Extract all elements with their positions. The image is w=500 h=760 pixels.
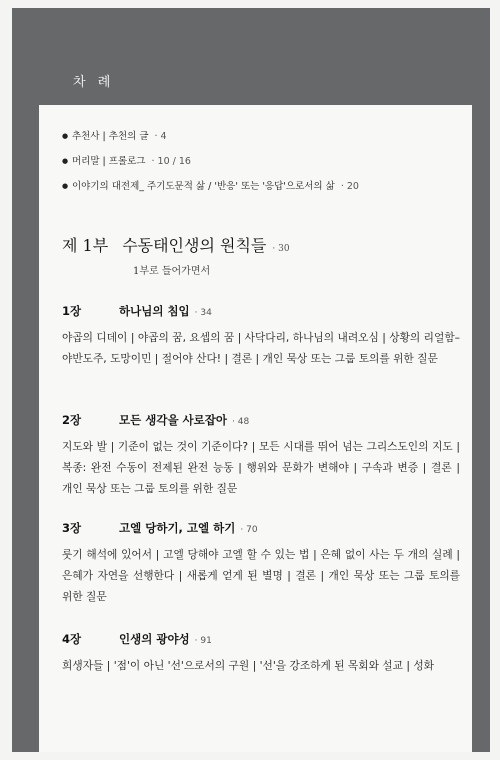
bullet-icon: ● (62, 157, 69, 165)
bullet-icon: ● (62, 132, 69, 140)
front-item-label: 머리말 | 프롤로그 (72, 156, 146, 167)
chapter-1[interactable] (62, 301, 462, 369)
toc-panel (39, 105, 472, 752)
chapter-page: · 34 (194, 308, 212, 318)
front-item-label: 이야기의 대전제_ 주기도문적 삶 / '반응' 또는 '응답'으로서의 삶 (72, 181, 335, 192)
chapter-number: 4장 (62, 632, 82, 646)
front-item-label: 추천사 | 추천의 글 (72, 131, 149, 142)
front-item-page: · 4 (154, 131, 167, 142)
part-number: 제 1부 (62, 236, 109, 255)
chapter-contents: 희생자들 | '점'이 아닌 '선'으로서의 구원 | '선'을 강조하게 된 목회와 설교 | 성화 (62, 659, 434, 672)
chapter-number: 1장 (62, 304, 82, 318)
chapter-contents: 지도와 발 | 기준이 없는 것이 기준이다? | 모든 시대를 뛰어 넘는 그리스도인의 지도 | 복종: 완전 수동이 전제된 완전 능동 | 행위와 문화가 변해야 | 구속과 변증 | 결론 | 개인 묵상 또는 그룹 토의를 위한 질문 (62, 440, 460, 495)
part-page: · 30 (272, 244, 290, 254)
part-subtitle: 1부로 들어가면서 (133, 266, 211, 277)
part-heading[interactable] (62, 233, 462, 277)
chapter-number: 2장 (62, 413, 82, 427)
chapter-page: · 91 (194, 636, 212, 646)
chapter-3[interactable] (62, 518, 462, 607)
chapter-4[interactable] (62, 629, 462, 676)
chapter-number: 3장 (62, 521, 82, 535)
chapter-title: 모든 생각을 사로잡아 (119, 413, 227, 427)
chapter-page: · 48 (232, 417, 250, 427)
chapter-title: 하나님의 침입 (119, 304, 190, 318)
chapter-title: 고엘 당하기, 고엘 하기 (119, 521, 236, 535)
front-item-page: · 20 (340, 181, 359, 192)
chapter-page: · 70 (240, 525, 258, 535)
front-item-foreword[interactable] (62, 129, 462, 154)
chapter-title: 인생의 광야성 (119, 632, 190, 646)
front-item-preface[interactable] (62, 154, 462, 179)
part-title: 수동태인생의 원칙들 (122, 236, 267, 255)
toc-title: 차 례 (73, 75, 115, 90)
front-item-premise[interactable] (62, 179, 462, 204)
chapter-contents: 야곱의 디데이 | 야곱의 꿈, 요셉의 꿈 | 사닥다리, 하나님의 내려오심 | 상황의 리얼함–야반도주, 도망이민 | 절어야 산다! | 결론 | 개인 묵상 또는 그룹 토의를 위한 질문 (62, 331, 460, 365)
chapter-2[interactable] (62, 410, 462, 499)
front-matter-list (62, 129, 462, 204)
bullet-icon: ● (62, 182, 69, 190)
chapter-contents: 룻기 해석에 있어서 | 고엘 당해야 고엘 할 수 있는 법 | 은혜 없이 사는 두 개의 실례 | 은혜가 자연을 선행한다 | 새롭게 얻게 된 별명 | 결론 | 개인 묵상 또는 그룹 토의를 위한 질문 (62, 548, 460, 603)
front-item-page: · 10 / 16 (151, 156, 191, 167)
